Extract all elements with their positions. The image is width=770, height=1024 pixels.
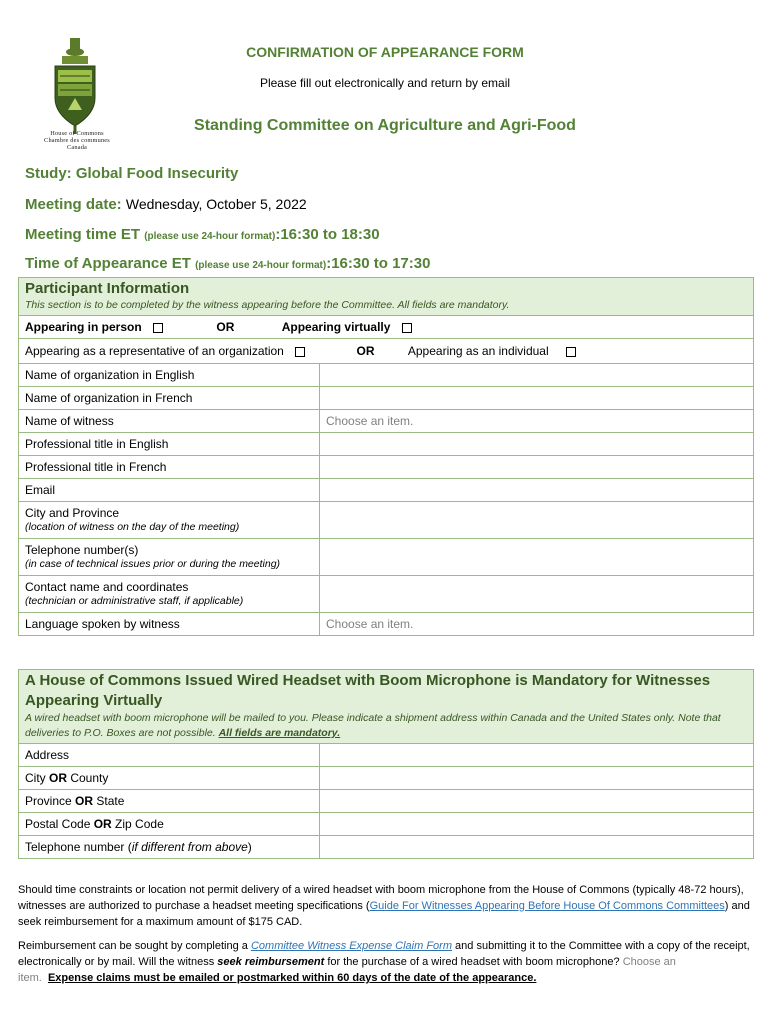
participant-header: Participant Information This section is to be completed by the witness appearing before the Committee. All fields are mandatory. (19, 278, 753, 316)
city-county-row: City OR County (19, 767, 753, 790)
title-fr-field[interactable] (320, 456, 753, 478)
representation-row: Appearing as a representative of an organization OR Appearing as an individual (19, 339, 753, 364)
reimbursement-select[interactable]: Choose an item. (18, 956, 676, 984)
reimbursement-paragraph-1: Should time constraints or location not permit delivery of a wired headset with boom microphone from the House of Commons (typically 48-72 hours), witnesses are authorized to purchase a headset meeting specifications (Guide For Witnesses Appearing Before House Of Commons Committees) and seek reimbursement for a maximum amount of $175 CAD. (18, 884, 750, 928)
email-field[interactable] (320, 479, 753, 501)
phone-row: Telephone number(s) (in case of technical issues prior or during the meeting) (19, 539, 753, 576)
province-state-field[interactable] (320, 790, 753, 812)
witness-select[interactable]: Choose an item. (326, 414, 414, 428)
appearance-mode-row: Appearing in person OR Appearing virtually (19, 316, 753, 339)
shipping-phone-field[interactable] (320, 836, 753, 858)
appearance-time: Time of Appearance ET (please use 24-hour format):16:30 to 17:30 (25, 255, 431, 272)
email-row: Email (19, 479, 753, 502)
committee-name: Standing Committee on Agriculture and Agri-Food (194, 117, 576, 134)
title-fr-row: Professional title in French (19, 456, 753, 479)
org-fr-field[interactable] (320, 387, 753, 409)
meeting-date: Meeting date: Wednesday, October 5, 2022 (25, 196, 307, 213)
city-field[interactable] (320, 502, 753, 538)
organization-checkbox[interactable] (295, 347, 305, 357)
in-person-checkbox[interactable] (153, 323, 163, 333)
study-line: Study: Global Food Insecurity (25, 165, 239, 182)
meeting-time: Meeting time ET (please use 24-hour format):16:30 to 18:30 (25, 226, 380, 243)
logo-caption: House of Commons Chambre des communes Canada (44, 130, 110, 151)
city-row: City and Province (location of witness on the day of the meeting) (19, 502, 753, 539)
form-title: CONFIRMATION OF APPEARANCE FORM (246, 44, 524, 60)
witness-row: Name of witness Choose an item. (19, 410, 753, 433)
address-field[interactable] (320, 744, 753, 766)
virtual-checkbox[interactable] (402, 323, 412, 333)
language-row: Language spoken by witness Choose an item. (19, 613, 753, 635)
expense-claim-form-link[interactable]: Committee Witness Expense Claim Form (250, 940, 452, 952)
witness-guide-link[interactable]: Guide For Witnesses Appearing Before House Of Commons Committees (369, 900, 725, 912)
individual-checkbox[interactable] (566, 347, 576, 357)
language-select[interactable]: Choose an item. (326, 617, 414, 631)
title-en-field[interactable] (320, 433, 753, 455)
reimbursement-paragraph-2: Reimbursement can be sought by completing a Committee Witness Expense Claim Form and submitting it to the Committee with a copy of the receipt, electronically or by mail. Will the witness seek reimbursement for the purchase of a wired headset with boom microphone? Choose an item. Expense claims must be emailed or postmarked within 60 days of the date of the appearance. (18, 940, 750, 984)
org-fr-row: Name of organization in French (19, 387, 753, 410)
phone-field[interactable] (320, 539, 753, 575)
org-en-row: Name of organization in English (19, 364, 753, 387)
city-county-field[interactable] (320, 767, 753, 789)
org-en-field[interactable] (320, 364, 753, 386)
contact-row: Contact name and coordinates (technician or administrative staff, if applicable) (19, 576, 753, 613)
title-en-row: Professional title in English (19, 433, 753, 456)
province-state-row: Province OR State (19, 790, 753, 813)
contact-field[interactable] (320, 576, 753, 612)
postal-zip-field[interactable] (320, 813, 753, 835)
participant-section (18, 277, 754, 636)
headset-section (18, 669, 754, 859)
postal-zip-row: Postal Code OR Zip Code (19, 813, 753, 836)
shipping-phone-row: Telephone number (if different from above) (19, 836, 753, 858)
form-subtitle: Please fill out electronically and return by email (259, 76, 511, 90)
address-row: Address (19, 744, 753, 767)
headset-header: A House of Commons Issued Wired Headset with Boom Microphone is Mandatory for Witnesses Appearing Virtually A wired headset with boom microphone will be mailed to you. Please indicate a shipment address within Canada and the United States only. Note that deliveries to P.O. Boxes are not possible. All fields are mandatory. (19, 670, 753, 744)
